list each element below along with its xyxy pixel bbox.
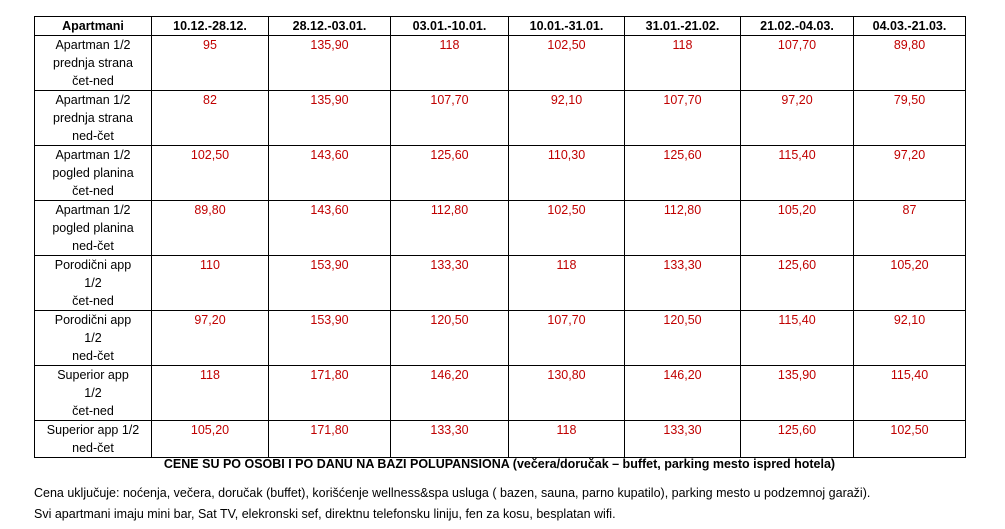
table-header-row: [35, 17, 966, 36]
price-cell: 118: [391, 36, 509, 91]
price-cell: 89,80: [854, 36, 966, 91]
price-cell: 107,70: [509, 311, 625, 366]
price-cell: 92,10: [509, 91, 625, 146]
price-cell: 120,50: [625, 311, 741, 366]
table-row: [35, 256, 966, 311]
header-cell: 21.02.-04.03.: [741, 17, 854, 36]
price-cell: 153,90: [269, 311, 391, 366]
apartment-type-cell: Porodični app 1/2 ned-čet: [35, 311, 152, 366]
apartment-type-cell: Porodični app 1/2 čet-ned: [35, 256, 152, 311]
price-cell: 118: [152, 366, 269, 421]
price-cell: 130,80: [509, 366, 625, 421]
price-table: [34, 16, 966, 458]
price-cell: 133,30: [625, 256, 741, 311]
header-cell: 04.03.-21.03.: [854, 17, 966, 36]
price-cell: 115,40: [741, 311, 854, 366]
table-row: [35, 421, 966, 458]
pricing-note: CENE SU PO OSOBI I PO DANU NA BAZI POLUPANSIONA (večera/doručak – buffet, parking mesto ispred hotela): [163, 457, 836, 471]
price-cell: 146,20: [391, 366, 509, 421]
table-row: [35, 366, 966, 421]
header-cell: 10.12.-28.12.: [152, 17, 269, 36]
price-cell: 92,10: [854, 311, 966, 366]
price-cell: 107,70: [625, 91, 741, 146]
price-cell: 79,50: [854, 91, 966, 146]
price-cell: 87: [854, 201, 966, 256]
apartment-type-cell: Apartman 1/2 pogled planina ned-čet: [35, 201, 152, 256]
header-cell: Apartmani: [35, 17, 152, 36]
price-cell: 115,40: [854, 366, 966, 421]
price-cell: 143,60: [269, 146, 391, 201]
price-cell: 107,70: [741, 36, 854, 91]
includes-text: Cena uključuje: noćenja, večera, doručak (buffet), korišćenje wellness&spa usluga ( bazen, sauna, parno kupatilo), parking mesto u podzemnoj garaži).: [34, 486, 871, 500]
table-row: [35, 91, 966, 146]
price-cell: 82: [152, 91, 269, 146]
header-cell: 03.01.-10.01.: [391, 17, 509, 36]
apartment-type-cell: Apartman 1/2 prednja strana čet-ned: [35, 36, 152, 91]
price-cell: 97,20: [152, 311, 269, 366]
amenities-text: Svi apartmani imaju mini bar, Sat TV, elekronski sef, direktnu telefonsku liniju, fen za kosu, besplatan wifi.: [34, 507, 616, 521]
price-cell: 105,20: [854, 256, 966, 311]
price-cell: 135,90: [269, 91, 391, 146]
apartment-type-cell: Apartman 1/2 pogled planina čet-ned: [35, 146, 152, 201]
price-cell: 102,50: [854, 421, 966, 458]
price-cell: 133,30: [625, 421, 741, 458]
table-row: [35, 311, 966, 366]
price-cell: 125,60: [391, 146, 509, 201]
table-row: [35, 36, 966, 91]
price-cell: 107,70: [391, 91, 509, 146]
header-cell: 10.01.-31.01.: [509, 17, 625, 36]
header-cell: 31.01.-21.02.: [625, 17, 741, 36]
price-cell: 118: [509, 256, 625, 311]
price-cell: 115,40: [741, 146, 854, 201]
price-cell: 97,20: [854, 146, 966, 201]
price-cell: 125,60: [625, 146, 741, 201]
price-cell: 133,30: [391, 256, 509, 311]
price-cell: 135,90: [269, 36, 391, 91]
price-cell: 105,20: [152, 421, 269, 458]
price-cell: 110,30: [509, 146, 625, 201]
price-cell: 112,80: [625, 201, 741, 256]
price-cell: 102,50: [152, 146, 269, 201]
price-cell: 95: [152, 36, 269, 91]
price-cell: 120,50: [391, 311, 509, 366]
apartment-type-cell: Superior app 1/2 ned-čet: [35, 421, 152, 458]
table-row: [35, 146, 966, 201]
price-cell: 125,60: [741, 256, 854, 311]
header-cell: 28.12.-03.01.: [269, 17, 391, 36]
price-cell: 143,60: [269, 201, 391, 256]
price-cell: 118: [509, 421, 625, 458]
price-cell: 135,90: [741, 366, 854, 421]
price-cell: 125,60: [741, 421, 854, 458]
price-cell: 102,50: [509, 36, 625, 91]
price-cell: 118: [625, 36, 741, 91]
price-cell: 171,80: [269, 366, 391, 421]
price-cell: 112,80: [391, 201, 509, 256]
price-cell: 89,80: [152, 201, 269, 256]
table-body: [35, 36, 966, 458]
apartment-type-cell: Apartman 1/2 prednja strana ned-čet: [35, 91, 152, 146]
price-cell: 102,50: [509, 201, 625, 256]
price-cell: 171,80: [269, 421, 391, 458]
price-cell: 153,90: [269, 256, 391, 311]
table-row: [35, 201, 966, 256]
price-cell: 110: [152, 256, 269, 311]
price-cell: 146,20: [625, 366, 741, 421]
price-cell: 105,20: [741, 201, 854, 256]
price-cell: 97,20: [741, 91, 854, 146]
price-cell: 133,30: [391, 421, 509, 458]
apartment-type-cell: Superior app 1/2 čet-ned: [35, 366, 152, 421]
